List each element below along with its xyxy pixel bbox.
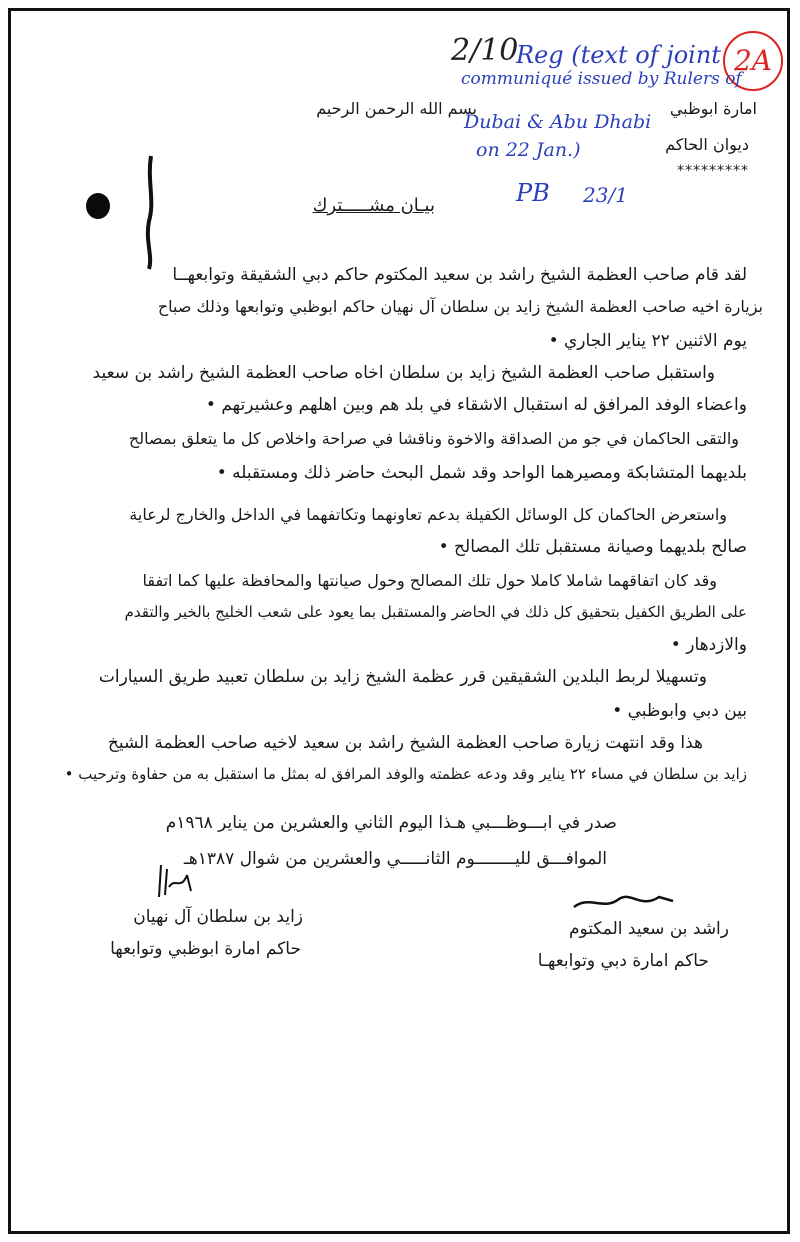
initials-annotation: PB bbox=[516, 179, 550, 207]
body-line-2: بزيارة اخيه صاحب العظمة الشيخ زايد بن سلطان آل نهيان حاكم ابوظبي وتوابعها وذلك صباح bbox=[157, 297, 763, 316]
body-line-14: بين دبي وابوظبي • bbox=[612, 701, 747, 721]
body-line-10: وقد كان اتفاقهما شاملا كاملا حول تلك المصالح وحول صيانتها والمحافظة عليها كما اتفقا bbox=[142, 571, 717, 590]
issue-date-gregorian: صدر في ابـــوظـــبي هـذا اليوم الثاني والعشرين من يناير ١٩٦٨م bbox=[165, 813, 617, 833]
header-stars: ********* bbox=[677, 163, 749, 179]
body-line-13: وتسهيلا لربط البلدين الشقيقين قرر عظمة الشيخ زايد بن سلطان تعبيد طريق السيارات bbox=[98, 667, 707, 687]
body-line-16: زايد بن سلطان في مساء ٢٢ يناير وقد ودعه عظمته والوفد المرافق له بمثل ما استقبل به من حفاوة وترحيب • bbox=[64, 765, 747, 783]
document-title: بيـان مشـــــترك bbox=[312, 195, 435, 216]
right-signature bbox=[569, 887, 679, 917]
body-line-3: يوم الاثنين ٢٢ يناير الجاري • bbox=[548, 331, 747, 351]
body-line-6: والتقى الحاكمان في جو من الصداقة والاخوة وناقشا في صراحة واخلاص كل ما يتعلق بمصالح bbox=[128, 429, 739, 448]
annotation-line-3: Dubai & Abu Dhabi bbox=[464, 111, 652, 133]
annotation-line-4: on 22 Jan.) bbox=[476, 139, 581, 161]
body-line-4: واستقبل صاحب العظمة الشيخ زايد بن سلطان اخاه صاحب العظمة الشيخ راشد بن سعيد bbox=[92, 363, 715, 383]
signatory-left-title: حاكم امارة ابوظبي وتوابعها bbox=[110, 939, 301, 959]
signatory-right-title: حاكم امارة دبي وتوابعهـا bbox=[537, 951, 709, 971]
margin-ink-mark bbox=[129, 151, 169, 271]
office-name: ديوان الحاكم bbox=[665, 135, 749, 154]
annotation-line-1: Reg (text of joint bbox=[516, 41, 721, 69]
body-line-1: لقد قام صاحب العظمة الشيخ راشد بن سعيد المكتوم حاكم دبي الشقيقة وتوابعهــا bbox=[172, 265, 747, 285]
punch-hole bbox=[86, 193, 110, 219]
issue-date-hijri: الموافـــق لليــــــــوم الثانـــــي والعشرين من شوال ١٣٨٧هـ bbox=[183, 849, 607, 869]
body-line-12: والازدهار • bbox=[670, 635, 747, 655]
document-page bbox=[8, 8, 790, 1234]
file-reference: 2/10 bbox=[451, 33, 519, 68]
body-line-9: صالح بلديهما وصيانة مستقبل تلك المصالح • bbox=[438, 537, 747, 557]
emirate-name: امارة ابوظبي bbox=[669, 99, 757, 118]
folio-number-circle: 2A bbox=[723, 31, 783, 91]
annotation-line-2: communiqué issued by Rulers of bbox=[461, 69, 742, 89]
body-line-15: هذا وقد انتهت زيارة صاحب العظمة الشيخ راشد بن سعيد لاخيه صاحب العظمة الشيخ bbox=[107, 733, 703, 753]
left-signature bbox=[151, 857, 201, 907]
body-line-7: بلديهما المتشابكة ومصيرهما الواحد وقد شمل البحث حاضر ذلك ومستقبله • bbox=[216, 463, 747, 483]
body-line-11: على الطريق الكفيل بتحقيق كل ذلك في الحاضر والمستقبل بما يعود على شعب الخليج بالخير والتقدم bbox=[124, 603, 747, 621]
date-annotation: 23/1 bbox=[583, 183, 628, 207]
signatory-right-name: راشد بن سعيد المكتوم bbox=[568, 919, 729, 939]
basmala: بسم الله الرحمن الرحيم bbox=[316, 99, 477, 118]
signatory-left-name: زايد بن سلطان آل نهيان bbox=[133, 907, 303, 927]
body-line-5: واعضاء الوفد المرافق له استقبال الاشقاء في بلد هم وبين اهلهم وعشيرتهم • bbox=[205, 395, 747, 415]
body-line-8: واستعرض الحاكمان كل الوسائل الكفيلة بدعم تعاونهما وتكاتفهما في الداخل والخارج لرعاية bbox=[129, 505, 727, 524]
